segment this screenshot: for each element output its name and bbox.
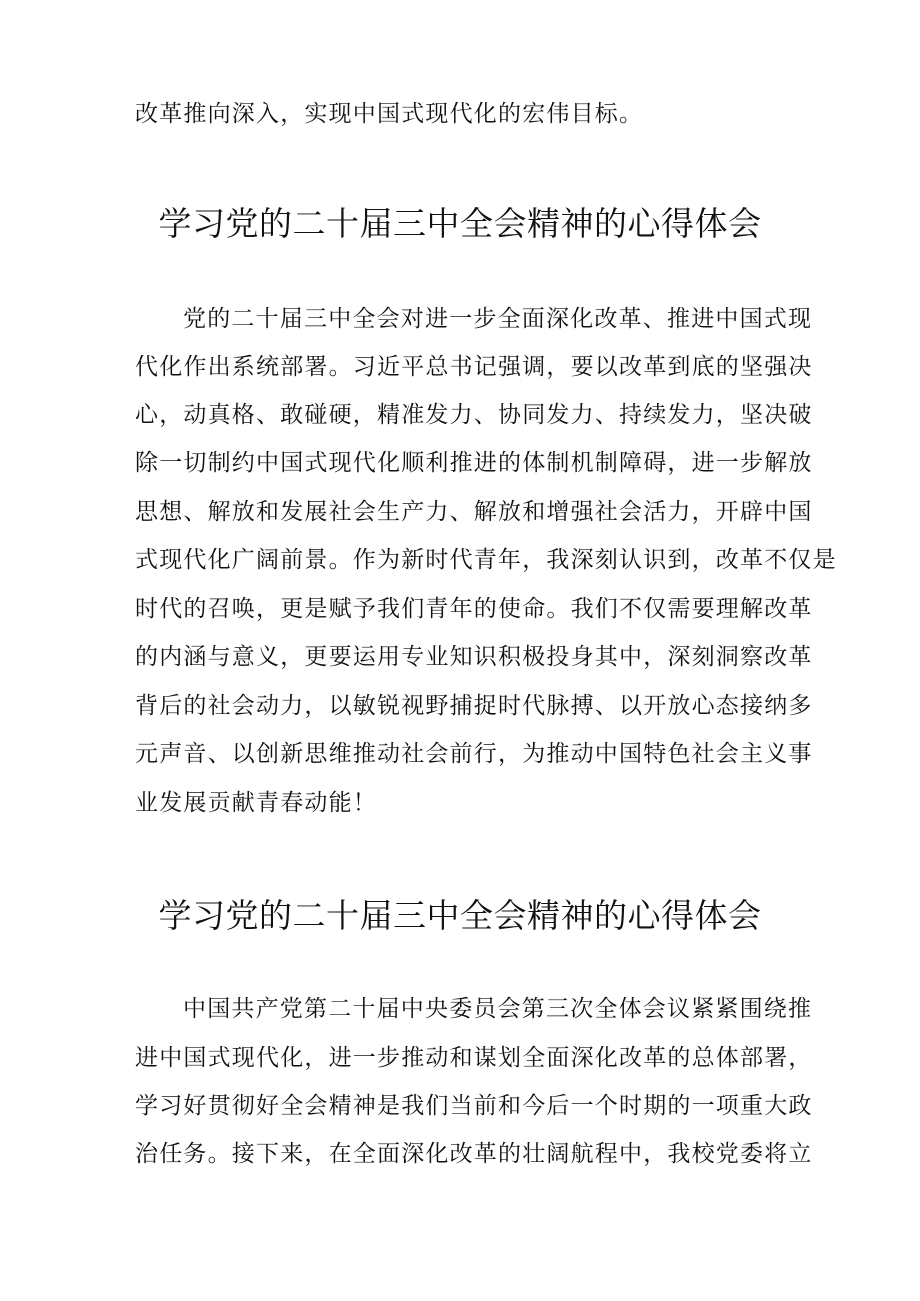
paragraph-line: 进中国式现代化，进一步推动和谋划全面深化改革的总体部署， bbox=[135, 1045, 813, 1071]
paragraph-line: 式现代化广阔前景。作为新时代青年，我深刻认识到，改革不仅是 bbox=[135, 547, 837, 573]
paragraph-line: 背后的社会动力，以敏锐视野捕捉时代脉搏、以开放心态接纳多 bbox=[135, 693, 813, 719]
paragraph-line: 时代的召唤，更是赋予我们青年的使命。我们不仅需要理解改革 bbox=[135, 596, 813, 622]
section-title: 学习党的二十届三中全会精神的心得体会 bbox=[158, 896, 762, 935]
paragraph-line: 思想、解放和发展社会生产力、解放和增强社会活力，开辟中国 bbox=[135, 499, 813, 525]
paragraph-line: 代化作出系统部署。习近平总书记强调，要以改革到底的坚强决 bbox=[135, 354, 813, 380]
paragraph-line: 元声音、以创新思维推动社会前行，为推动中国特色社会主义事 bbox=[135, 741, 813, 767]
paragraph-line: 党的二十届三中全会对进一步全面深化改革、推进中国式现 bbox=[183, 306, 813, 332]
paragraph-line: 心，动真格、敢碰硬，精准发力、协同发力、持续发力，坚决破 bbox=[135, 402, 813, 428]
paragraph-line: 除一切制约中国式现代化顺利推进的体制机制障碍，进一步解放 bbox=[135, 450, 813, 476]
paragraph-line: 中国共产党第二十届中央委员会第三次全体会议紧紧围绕推 bbox=[183, 996, 813, 1022]
carryover-paragraph-line: 改革推向深入，实现中国式现代化的宏伟目标。 bbox=[135, 101, 644, 127]
section-title: 学习党的二十届三中全会精神的心得体会 bbox=[158, 204, 762, 243]
paragraph-line: 业发展贡献青春动能！ bbox=[135, 790, 377, 816]
paragraph-line: 治任务。接下来，在全面深化改革的壮阔航程中，我校党委将立 bbox=[135, 1141, 813, 1167]
paragraph-line: 学习好贯彻好全会精神是我们当前和今后一个时期的一项重大政 bbox=[135, 1093, 813, 1119]
paragraph-line: 的内涵与意义，更要运用专业知识积极投身其中，深刻洞察改革 bbox=[135, 644, 813, 670]
